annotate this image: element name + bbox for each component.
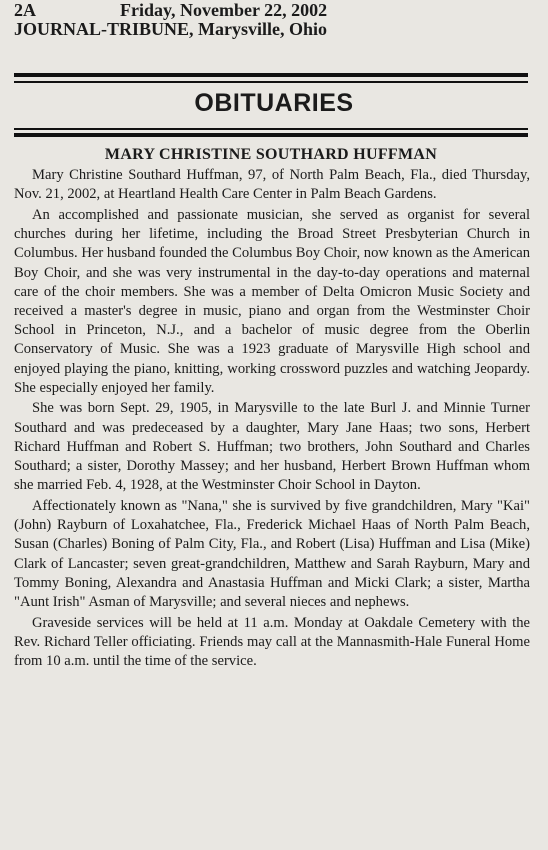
bottom-rule-thick (14, 133, 528, 137)
bottom-rule-thin (14, 128, 528, 130)
section-title: OBITUARIES (194, 89, 354, 117)
obituary-body (14, 166, 530, 673)
top-rule-thin (14, 81, 528, 83)
obituary-paragraph: An accomplished and passionate musician, she served as organist for several churches during her lifetime, including the Broad Street Presbyterian Church in Columbus. Her husband founded the Columbus Boy Choir, now known as the American Boy Choir, and she was very instrumental in the day-to-day operations and maternal care of the choir members. She was a member of Delta Omicron Music Society and received a master's degree in music, piano and organ from the Westminster Choir School in Princeton, N.J., and a bachelor of music degree from the Oberlin Conservatory of Music. She was a 1923 graduate of Marysville High school and enjoyed playing the piano, knitting, working crossword puzzles and watching Jeopardy. She especially enjoyed her family. (14, 206, 530, 396)
page-header-dateline (14, 0, 327, 21)
newspaper-name: JOURNAL-TRIBUNE, Marysville, Ohio (14, 19, 328, 39)
obituary-paragraph: Graveside services will be held at 11 a.m. Monday at Oakdale Cemetery with the Rev. Richard Teller officiating. Friends may call at the Mannasmith-Hale Funeral Home from 10 a.m. until the time of the service. (14, 614, 530, 670)
issue-date: Friday, November 22, 2002 (120, 0, 328, 20)
top-rule-thick (14, 73, 528, 77)
obituary-paragraph: Affectionately known as "Nana," she is survived by five grandchildren, Mary "Kai" (John) Rayburn of Loxahatchee, Fla., Frederick Michael Haas of North Palm Beach, Susan (Charles) Boning of Palm City, Fla., and Robert (Lisa) Huffman and Lisa (Mike) Clark of Lancaster; seven great-grandchildren, Matthew and Sarah Rayburn, Mary and Tommy Boning, Alexandra and Anastasia Huffman and Micki Clark; a sister, Martha "Aunt Irish" Asman of Marysville; and several nieces and nephews. (14, 497, 530, 610)
page-number: 2A (14, 0, 36, 20)
obituary-paragraph: She was born Sept. 29, 1905, in Marysville to the late Burl J. and Minnie Turner Southard and was predeceased by a daughter, Mary Jane Haas; two sons, Herbert Richard Huffman and Robert S. Huffman; two brothers, John Southard and Charles Southard; a sister, Dorothy Massey; and her husband, Herbert Brown Huffman whom she married Feb. 4, 1928, at the Westminster Choir School in Dayton. (14, 400, 530, 494)
obituary-paragraph: Mary Christine Southard Huffman, 97, of North Palm Beach, Fla., died Thursday, Nov. 21, 2002, at Heartland Health Care Center in Palm Beach Gardens. (14, 167, 530, 203)
obituary-headline: MARY CHRISTINE SOUTHARD HUFFMAN (104, 146, 438, 163)
